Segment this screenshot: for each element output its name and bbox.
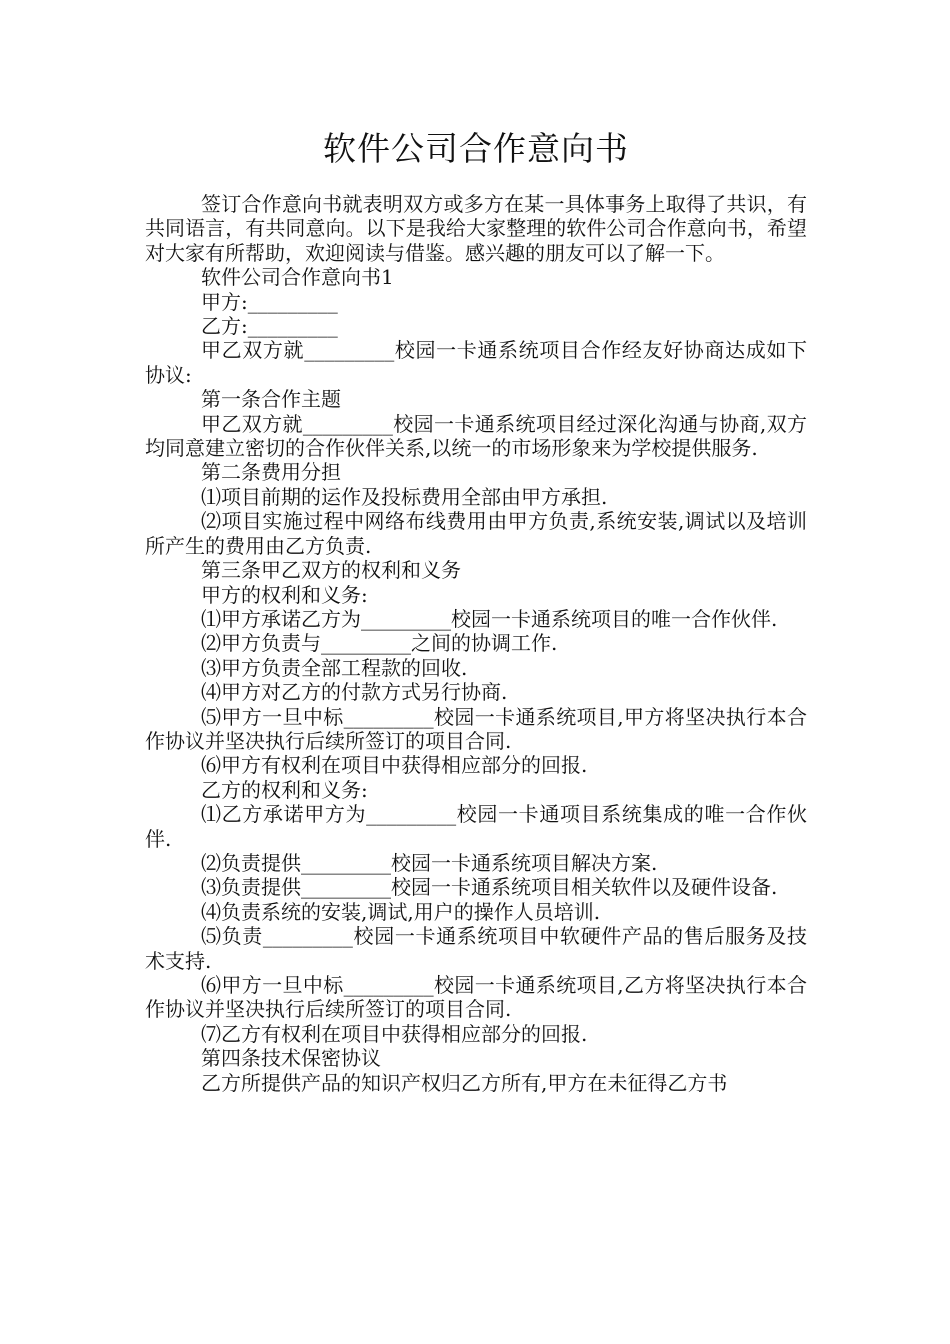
list-item: ⑸负责_________校园一卡通系统项目中软硬件产品的售后服务及技术支持. xyxy=(145,924,807,973)
list-item: ⑹甲方一旦中标_________校园一卡通系统项目,乙方将坚决执行本合作协议并坚决执行后续所签订的项目合同. xyxy=(145,973,807,1022)
paragraph: 乙方所提供产品的知识产权归乙方所有,甲方在未征得乙方书 xyxy=(201,1070,728,1095)
intro-paragraph: 签订合作意向书就表明双方或多方在某一具体事务上取得了共识，有共同语言，有共同意向。以下是我给大家整理的软件公司合作意向书，希望对大家有所帮助，欢迎阅读与借鉴。感兴趣的朋友可以了解一下。 xyxy=(145,192,807,265)
agreement-preamble: 甲乙双方就_________校园一卡通系统项目合作经友好协商达成如下协议: xyxy=(145,338,807,387)
list-item: ⑶甲方负责全部工程款的回收. xyxy=(201,655,468,680)
list-item: ⑵项目实施过程中网络布线费用由甲方负责,系统安装,调试以及培训所产生的费用由乙方负责. xyxy=(145,509,807,558)
list-item: ⑴甲方承诺乙方为_________校园一卡通系统项目的唯一合作伙伴. xyxy=(201,606,778,631)
paragraph: 甲乙双方就_________校园一卡通系统项目经过深化沟通与协商,双方均同意建立密切的合作伙伴关系,以统一的市场形象来为学校提供服务. xyxy=(145,411,807,461)
list-item: ⑵甲方负责与_________之间的协调工作. xyxy=(201,631,558,656)
article-heading: 第一条合作主题 xyxy=(201,387,341,412)
list-item: ⑵负责提供_________校园一卡通系统项目解决方案. xyxy=(201,850,658,875)
document-page xyxy=(145,122,807,1095)
article-heading: 第三条甲乙双方的权利和义务 xyxy=(201,558,461,583)
subsection-heading: 乙方的权利和义务: xyxy=(201,777,368,802)
article-heading: 第二条费用分担 xyxy=(201,460,341,485)
party-a-line: 甲方:_________ xyxy=(201,289,338,314)
subsection-heading: 甲方的权利和义务: xyxy=(201,582,368,607)
list-item: ⑺乙方有权利在项目中获得相应部分的回报. xyxy=(201,1021,588,1046)
list-item: ⑹甲方有权利在项目中获得相应部分的回报. xyxy=(201,753,588,778)
document-body xyxy=(145,192,807,1095)
section-heading: 软件公司合作意向书1 xyxy=(201,265,394,290)
list-item: ⑶负责提供_________校园一卡通系统项目相关软件以及硬件设备. xyxy=(201,875,778,900)
list-item: ⑴乙方承诺甲方为_________校园一卡通项目系统集成的唯一合作伙伴. xyxy=(145,802,807,851)
list-item: ⑷负责系统的安装,调试,用户的操作人员培训. xyxy=(201,899,601,924)
party-b-line: 乙方:_________ xyxy=(201,314,338,339)
document-title: 软件公司合作意向书 xyxy=(323,129,629,168)
list-item: ⑷甲方对乙方的付款方式另行协商. xyxy=(201,680,508,705)
list-item: ⑴项目前期的运作及投标费用全部由甲方承担. xyxy=(201,484,608,509)
list-item: ⑸甲方一旦中标_________校园一卡通系统项目,甲方将坚决执行本合作协议并坚决执行后续所签订的项目合同. xyxy=(145,704,807,753)
article-heading: 第四条技术保密协议 xyxy=(201,1046,381,1071)
